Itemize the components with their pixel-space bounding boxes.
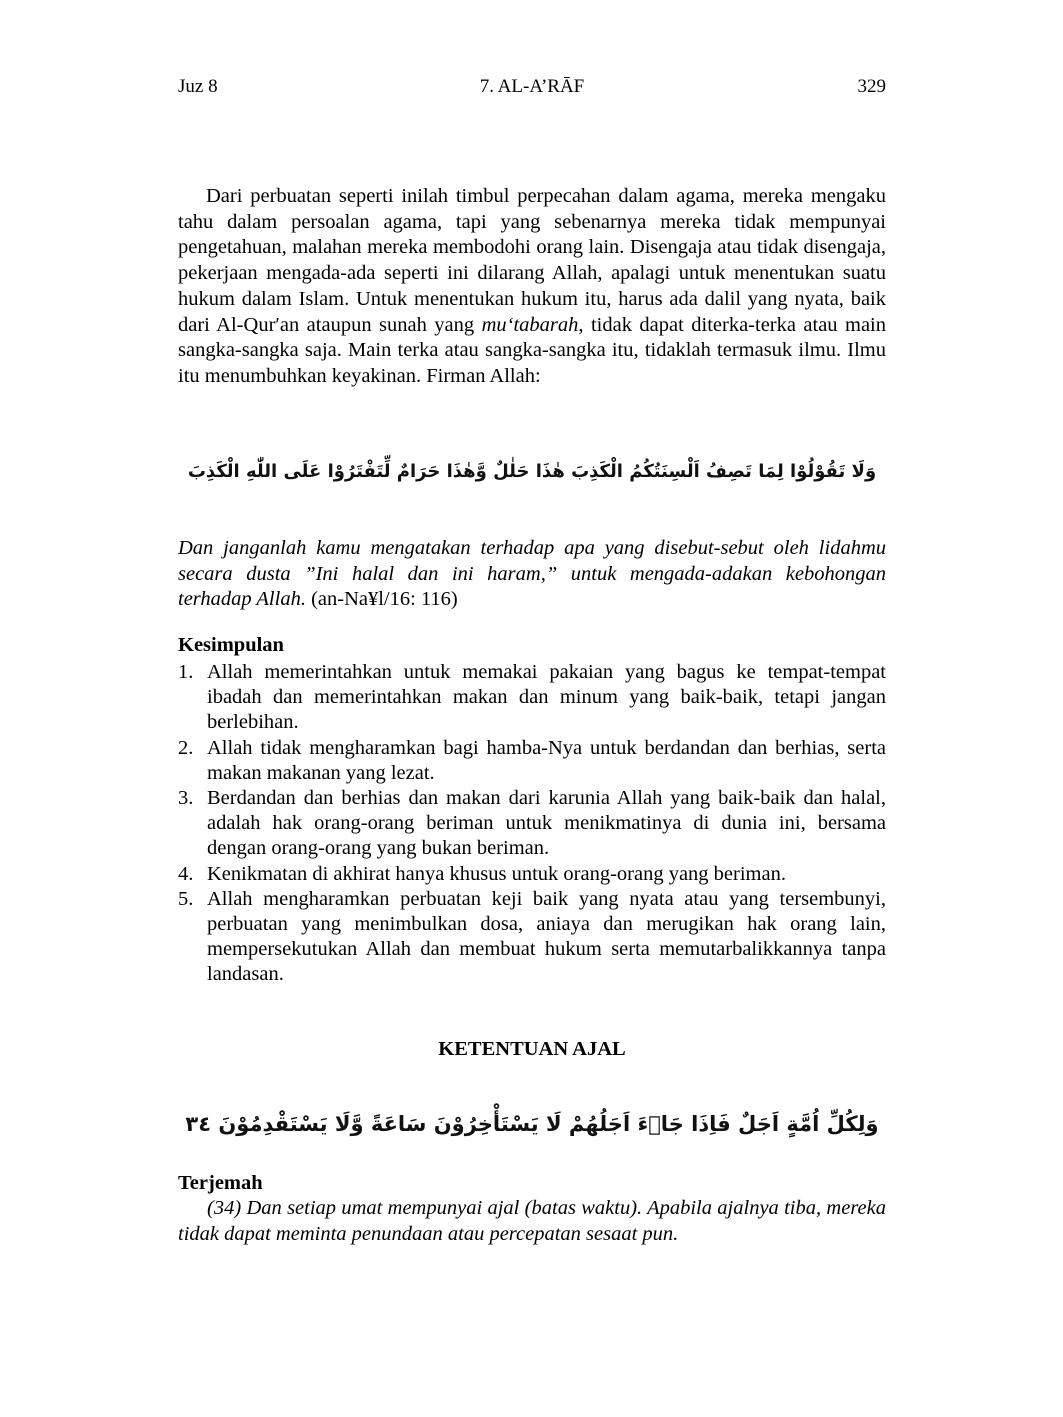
juz-label: Juz 8: [178, 76, 218, 97]
arabic-verse-nahl-116: وَلَا تَقُوْلُوْا لِمَا تَصِفُ اَلْسِنَتُكُمُ الْكَذِبَ هٰذَا حَلٰلٌ وَّهٰذَا حَرَامٌ لِّتَفْتَرُوْا عَلَى اللّٰهِ الْكَذِبَ: [187, 461, 877, 482]
surah-title: 7. AL-A’RĀF: [479, 76, 585, 97]
list-item-text: Berdandan dan berhias dan makan dari karunia Allah yang baik-baik dan halal, adalah hak orang-orang beriman untuk menikmatinya di dunia ini, bersama dengan orang-orang yang bukan beriman.: [207, 787, 886, 860]
list-item-number: 3.: [178, 787, 194, 810]
list-item-text: Allah mengharamkan perbuatan keji baik yang nyata atau yang tersembunyi, perbuatan yang menimbulkan dosa, aniaya dan merugikan hak orang lain, mempersekutukan Allah dan membuat hukum serta memutarbalikkannya tanpa landasan.: [207, 887, 886, 986]
list-item: [178, 786, 886, 862]
list-item-number: 5.: [178, 887, 194, 910]
kesimpulan-heading: Kesimpulan: [178, 634, 284, 656]
list-item-number: 4.: [178, 862, 194, 885]
list-item-number: 1.: [178, 661, 194, 683]
page-number: 329: [857, 76, 886, 97]
paragraph-text-2: , tidak dapat diterka-terka atau main sangka-sangka saja. Main terka atau sangka-sangka itu, tidaklah termasuk ilmu. Ilmu itu menumbuhkan keyakinan. Firman Allah:: [178, 313, 886, 387]
translation-text: Dan janganlah kamu mengatakan terhadap apa yang disebut-sebut oleh lidahmu secara dusta ”Ini halal dan ini haram,” untuk mengada-adakan kebohongan terhadap Allah.: [178, 537, 886, 611]
italic-term: mu‘tabarah: [481, 313, 579, 336]
terjemah-heading: Terjemah: [178, 1172, 263, 1194]
list-item: [178, 736, 886, 786]
list-item: [178, 887, 886, 988]
arabic-verse-araf-34: وَلِكُلِّ اُمَّةٍ اَجَلٌ فَاِذَا جَاۤءَ اَجَلُهُمْ لَا يَسْتَأْخِرُوْنَ سَاعَةً وَّلَا يَسْتَقْدِمُوْنَ ٣٤: [185, 1112, 879, 1136]
section-title-ketentuan-ajal: KETENTUAN AJAL: [438, 1038, 626, 1060]
list-item-text: Allah memerintahkan untuk memakai pakaian yang bagus ke tempat-tempat ibadah dan memerintahkan makan dan minum yang baik-baik, tetapi jangan berlebihan.: [207, 661, 886, 734]
list-item: [178, 862, 886, 887]
page-header: [178, 76, 886, 102]
terjemah-text: (34) Dan setiap umat mempunyai ajal (batas waktu). Apabila ajalnya tiba, mereka tidak dapat meminta penundaan atau percepatan sesaat pun.: [178, 1197, 886, 1245]
verse-translation: [178, 536, 886, 613]
list-item-text: Kenikmatan di akhirat hanya khusus untuk orang-orang yang beriman.: [207, 862, 786, 885]
list-item: [178, 660, 886, 736]
paragraph-text-1: Dari perbuatan seperti inilah timbul perpecahan dalam agama, mereka mengaku tahu dalam persoalan agama, tapi yang sebenarnya mereka tidak mempunyai pengetahuan, malahan mereka membodohi orang lain. Disengaja atau tidak disengaja, pekerjaan mengada-ada seperti ini dilarang Allah, apalagi untuk menentukan suatu hukum dalam Islam. Untuk menentukan hukum itu, harus ada dalil yang nyata, baik dari Al-Qur′an ataupun sunah yang: [178, 185, 886, 336]
commentary-paragraph: [178, 184, 886, 390]
kesimpulan-list: [178, 660, 886, 988]
list-item-number: 2.: [178, 736, 194, 759]
verse-reference: (an-Na¥l/16: 116): [305, 588, 458, 611]
list-item-text: Allah tidak mengharamkan bagi hamba-Nya untuk berdandan dan berhias, serta makan makanan yang lezat.: [207, 736, 886, 784]
